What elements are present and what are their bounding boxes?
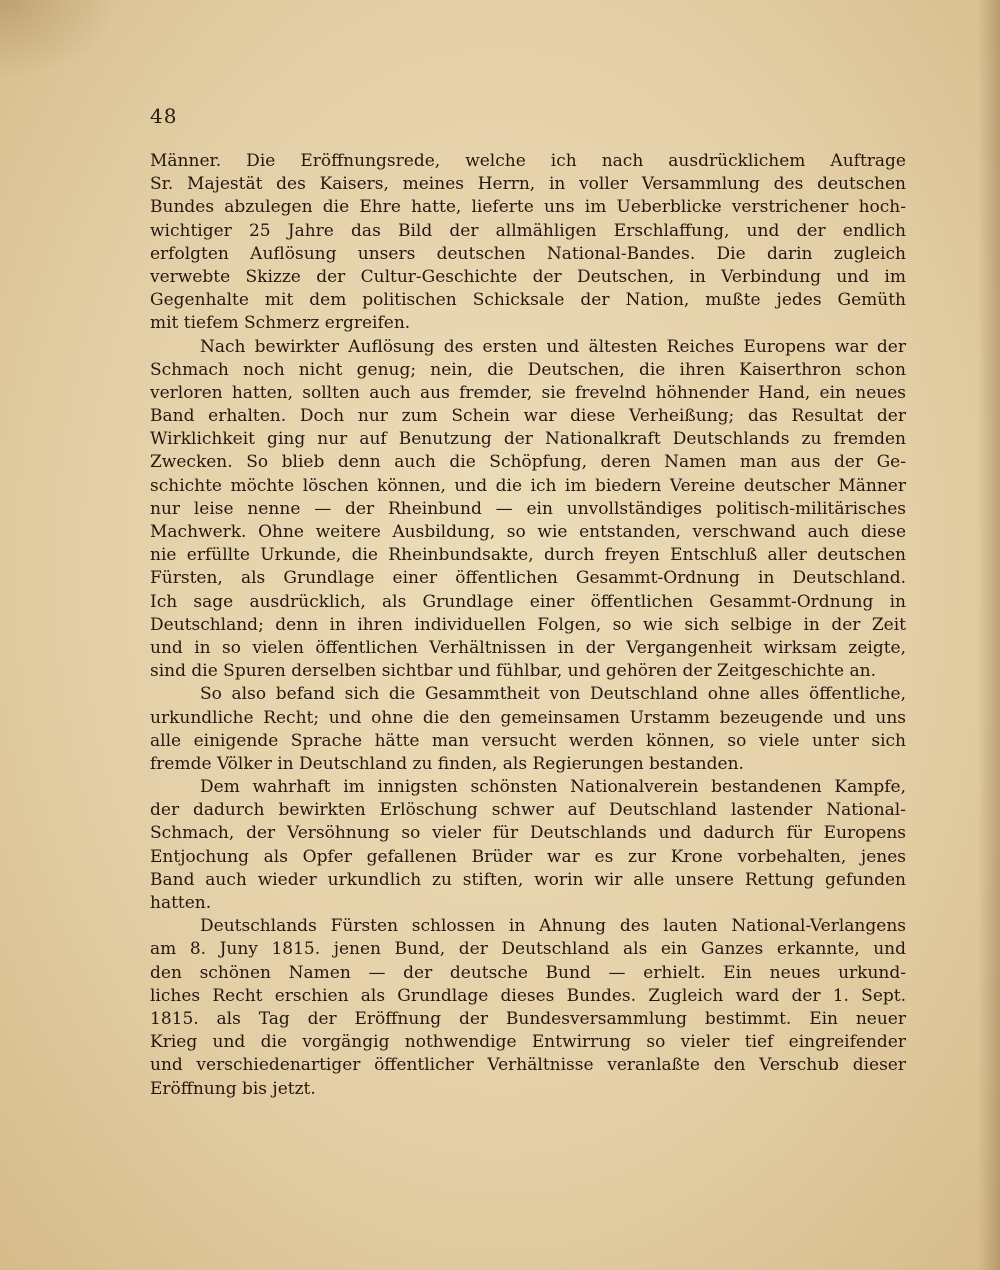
text-line: wichtiger 25 Jahre das Bild der allmähligen Erschlaffung, und der endlich [150, 220, 906, 241]
text-line: nie erfüllte Urkunde, die Rheinbundsakte, durch freyen Entschluß aller deutschen [150, 545, 906, 566]
text-line: mit tiefem Schmerz ergreifen. [150, 313, 411, 334]
text-line: nur leise nenne — der Rheinbund — ein unvollständiges politisch-militärisches [150, 498, 906, 519]
text-line: erfolgten Auflösung unsers deutschen National-Bandes. Die darin zugleich [150, 243, 906, 264]
text-line: Schmach noch nicht genug; nein, die Deutschen, die ihren Kaiserthron schon [150, 359, 906, 380]
text-line: den schönen Namen — der deutsche Bund — erhielt. Ein neues urkund- [150, 962, 906, 983]
text-line: Ich sage ausdrücklich, als Grundlage einer öffentlichen Gesammt-Ordnung in [150, 591, 906, 612]
text-line: Fürsten, als Grundlage einer öffentlichen Gesammt-Ordnung in Deutschland. [150, 568, 906, 589]
text-line: Deutschlands Fürsten schlossen in Ahnung des lauten National-Verlangens [200, 916, 906, 937]
text-line: Gegenhalte mit dem politischen Schicksale der Nation, mußte jedes Gemüth [150, 290, 906, 311]
text-line: Schmach, der Versöhnung so vieler für Deutschlands und dadurch für Europens [150, 823, 906, 844]
text-line: am 8. Juny 1815. jenen Bund, der Deutschland als ein Ganzes erkannte, und [150, 939, 906, 960]
text-line: Band erhalten. Doch nur zum Schein war diese Verheißung; das Resultat der [150, 406, 906, 427]
text-line: Sr. Majestät des Kaisers, meines Herrn, in voller Versammlung des deutschen [150, 174, 906, 195]
text-line: Bundes abzulegen die Ehre hatte, lieferte uns im Ueberblicke verstrichener hoch- [150, 197, 906, 218]
text-line: verloren hatten, sollten auch aus fremder, sie frevelnd höhnender Hand, ein neues [150, 382, 906, 403]
text-line: Zwecken. So blieb denn auch die Schöpfung, deren Namen man aus der Ge- [150, 452, 906, 473]
text-line: 1815. als Tag der Eröffnung der Bundesversammlung bestimmt. Ein neuer [150, 1008, 906, 1029]
page-number: 48 [150, 104, 178, 128]
text-line: Eröffnung bis jetzt. [150, 1078, 316, 1099]
text-line: Männer. Die Eröffnungsrede, welche ich nach ausdrücklichem Auftrage [150, 151, 906, 171]
body-text [150, 150, 906, 1101]
text-line: und in so vielen öffentlichen Verhältnissen in der Vergangenheit wirksam zeigte, [150, 637, 906, 658]
page-edge-shadow [978, 0, 1000, 1270]
text-line: So also befand sich die Gesammtheit von Deutschland ohne alles öffentliche, [200, 684, 906, 705]
text-line: Deutschland; denn in ihren individuellen Folgen, so wie sich selbige in der Zeit [150, 614, 906, 635]
text-line: der dadurch bewirkten Erlöschung schwer auf Deutschland lastender National- [150, 800, 906, 821]
text-line: und verschiedenartiger öffentlicher Verhältnisse veranlaßte den Verschub dieser [150, 1055, 906, 1076]
text-line: Krieg und die vorgängig nothwendige Entwirrung so vieler tief eingreifender [150, 1032, 906, 1053]
text-line: Entjochung als Opfer gefallenen Brüder war es zur Krone vorbehalten, jenes [150, 846, 906, 867]
text-line: verwebte Skizze der Cultur-Geschichte der Deutschen, in Verbindung und im [150, 266, 906, 287]
text-line: schichte möchte löschen können, und die ich im biedern Vereine deutscher Männer [150, 475, 906, 496]
text-line: liches Recht erschien als Grundlage dieses Bundes. Zugleich ward der 1. Sept. [150, 985, 906, 1006]
text-line: hatten. [150, 893, 212, 913]
text-line: urkundliche Recht; und ohne die den gemeinsamen Urstamm bezeugende und uns [150, 707, 906, 728]
text-line: Machwerk. Ohne weitere Ausbildung, so wie entstanden, verschwand auch diese [150, 522, 906, 542]
text-line: Nach bewirkter Auflösung des ersten und ältesten Reiches Europens war der [200, 336, 906, 357]
text-line: alle einigende Sprache hätte man versucht werden können, so viele unter sich [150, 730, 906, 751]
text-line: Band auch wieder urkundlich zu stiften, worin wir alle unsere Rettung gefunden [150, 869, 906, 890]
text-line: fremde Völker in Deutschland zu finden, als Regierungen bestanden. [150, 753, 744, 774]
text-line: sind die Spuren derselben sichtbar und fühlbar, und gehören der Zeitgeschichte an. [150, 661, 876, 682]
text-line: Wirklichkeit ging nur auf Benutzung der Nationalkraft Deutschlands zu fremden [150, 429, 906, 450]
text-line: Dem wahrhaft im innigsten schönsten Nationalverein bestandenen Kampfe, [200, 777, 906, 798]
